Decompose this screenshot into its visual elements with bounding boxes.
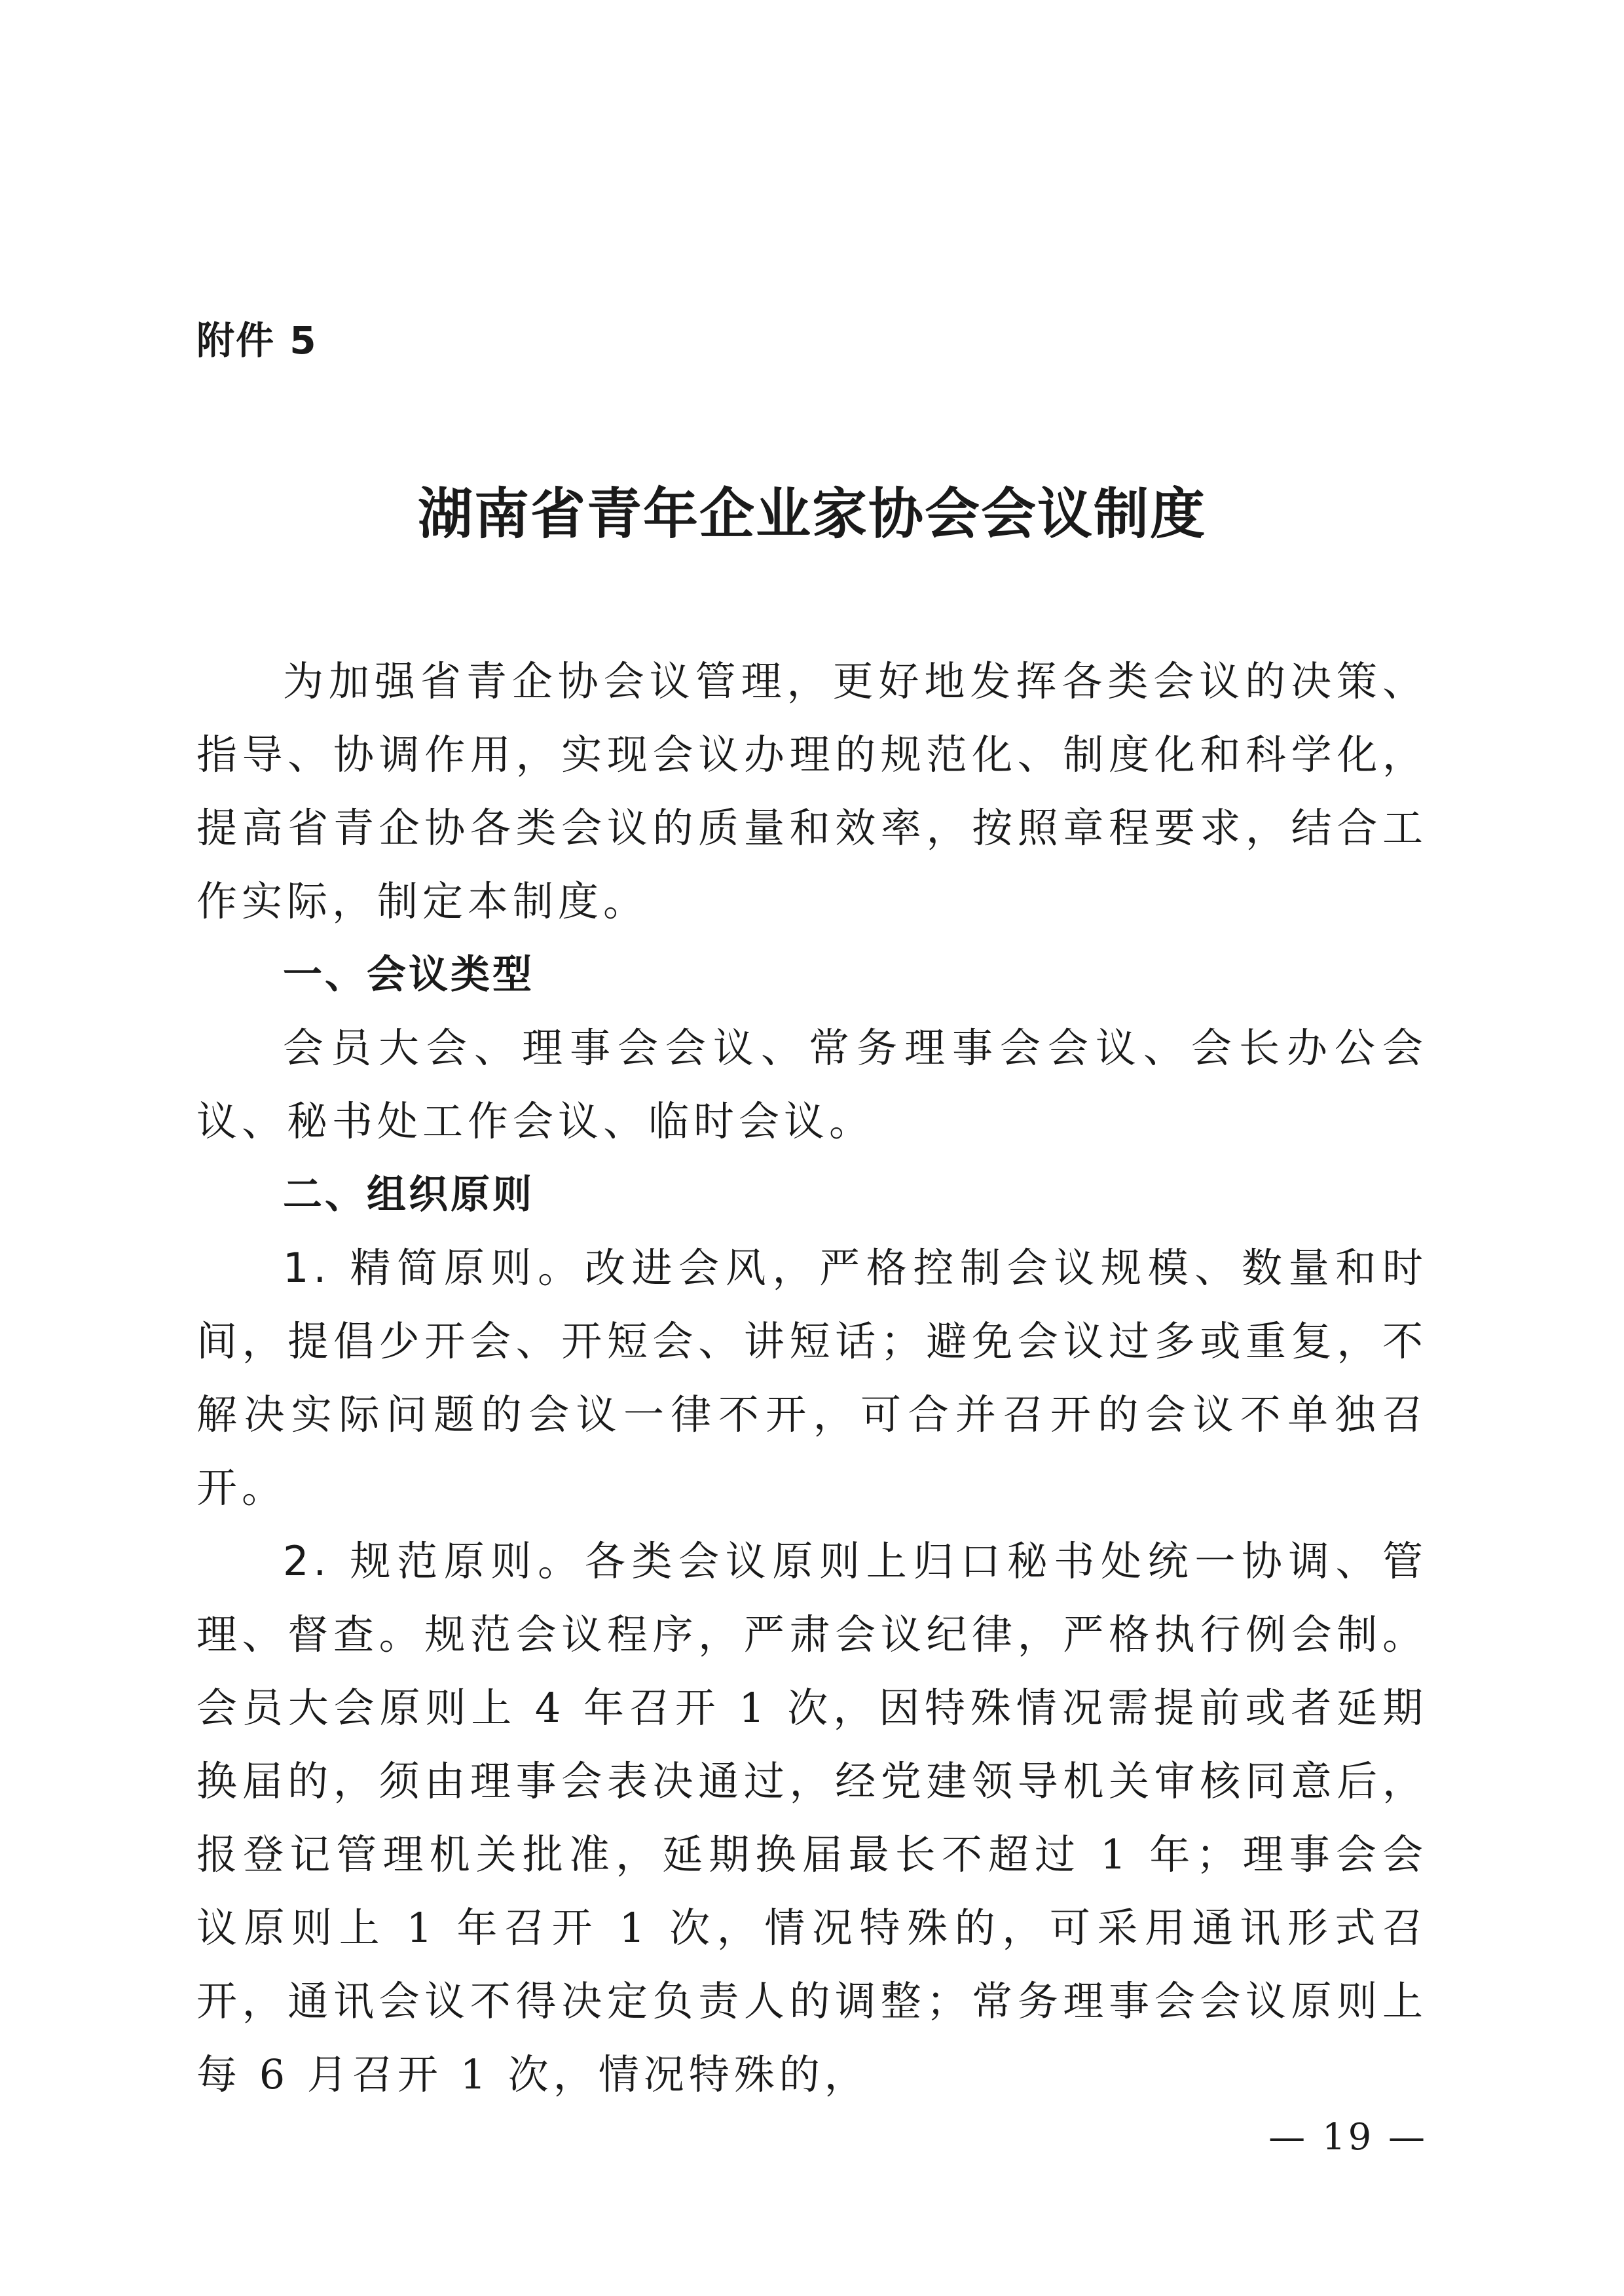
principle-item xyxy=(196,1231,1428,1525)
principle-lead: 2. 规范原则。 xyxy=(283,1537,585,1585)
principle-item xyxy=(196,1525,1428,2111)
document-body xyxy=(196,645,1428,2111)
principle-lead: 1. 精简原则。 xyxy=(283,1244,585,1292)
page-number: — 19 — xyxy=(1268,2116,1428,2159)
principle-text: 改进会风，严格控制会议规模、数量和时间，提倡少开会、开短会、讲短话；避免会议过多或重复，不解决实际问题的会议一律不开，可合并召开的会议不单独召开。 xyxy=(196,1244,1428,1512)
section-heading-meeting-types: 一、会议类型 xyxy=(283,952,534,998)
document-title: 湖南省青年企业家协会会议制度 xyxy=(417,481,1206,546)
section-heading-principles: 二、组织原则 xyxy=(283,1172,534,1218)
meeting-types-paragraph: 会员大会、理事会会议、常务理事会会议、会长办公会议、秘书处工作会议、临时会议。 xyxy=(196,1024,1428,1145)
intro-paragraph: 为加强省青企协会议管理，更好地发挥各类会议的决策、指导、协调作用，实现会议办理的规范化、制度化和科学化，提高省青企协各类会议的质量和效率，按照章程要求，结合工作实际，制定本制度。 xyxy=(196,657,1428,925)
principle-text: 各类会议原则上归口秘书处统一协调、管理、督查。规范会议程序，严肃会议纪律，严格执行例会制。会员大会原则上 4 年召开 1 次，因特殊情况需提前或者延期换届的，须由理事会表决通过，经党建领导机关审核同意后，报登记管理机关批准，延期换届最长不超过 1 年；理事会会议原则上 1 年召开 1 次，情况特殊的，可采用通讯形式召开，通讯会议不得决定负责人的调整；常务理事会会议原则上每 6 月召开 1 次，情况特殊的， xyxy=(196,1537,1428,2098)
attachment-label: 附件 5 xyxy=(196,318,318,363)
